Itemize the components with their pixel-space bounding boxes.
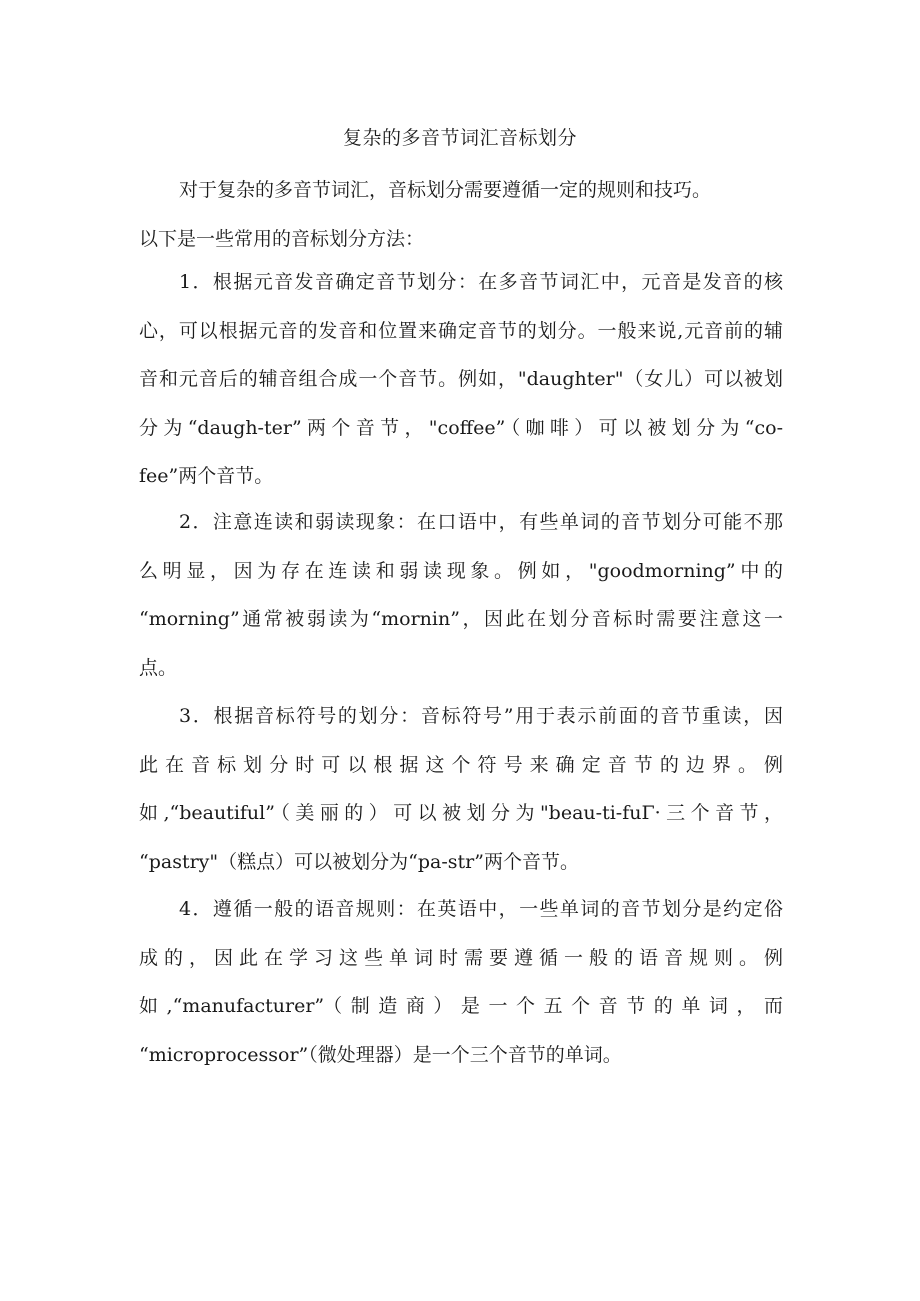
p2-line-4: 点。 bbox=[139, 656, 178, 679]
intro-line-1: 对于复杂的多音节词汇，音标划分需要遵循一定的规则和技巧。 bbox=[179, 179, 712, 201]
p3-line-3: 如,“beautiful”（美丽的）可以被划分为"beau-ti-fuΓ·三个音节， bbox=[139, 802, 783, 824]
p4-line-4: “microprocessor”（微处理器）是一个三个音节的单词。 bbox=[139, 1043, 622, 1066]
p4-line-1: 4．遵循一般的语音规则：在英语中，一些单词的音节划分是约定俗 bbox=[179, 898, 783, 920]
p1-line-3: 音和元音后的辅音组合成一个音节。例如，"daughter"（女儿）可以被划 bbox=[139, 368, 783, 390]
paragraph-3 bbox=[139, 692, 783, 886]
p4-line-3: 如,“manufacturer”（制造商）是一个五个音节的单词，而 bbox=[139, 995, 783, 1017]
p1-line-2: 心，可以根据元音的发音和位置来确定音节的划分。一般来说,元音前的辅 bbox=[139, 319, 783, 342]
p2-line-3: “morning”通常被弱读为“mornin”，因此在划分音标时需要注意这一 bbox=[139, 608, 783, 630]
paragraph-2 bbox=[139, 498, 783, 692]
paragraph-1 bbox=[139, 258, 783, 501]
p3-line-4: “pastry"（糕点）可以被划分为“pa-str”两个音节。 bbox=[139, 850, 579, 873]
p2-line-2: 么明显，因为存在连读和弱读现象。例如，"goodmorning”中的 bbox=[139, 559, 783, 582]
intro-paragraph bbox=[139, 166, 783, 263]
p1-line-1: 1．根据元音发音确定音节划分：在多音节词汇中，元音是发音的核 bbox=[179, 271, 783, 293]
p3-line-2: 此在音标划分时可以根据这个符号来确定音节的边界。例 bbox=[139, 753, 783, 776]
p1-line-4: 分为“daugh-ter”两个音节，"coffee”（咖啡）可以被划分为“co- bbox=[139, 416, 783, 439]
intro-line-2: 以下是一些常用的音标划分方法： bbox=[139, 227, 425, 250]
p4-line-2: 成的，因此在学习这些单词时需要遵循一般的语音规则。例 bbox=[139, 946, 783, 969]
p2-line-1: 2．注意连读和弱读现象：在口语中，有些单词的音节划分可能不那 bbox=[179, 511, 783, 533]
document-title: 复杂的多音节词汇音标划分 bbox=[342, 127, 577, 149]
paragraph-4 bbox=[139, 885, 783, 1079]
p3-line-1: 3．根据音标符号的划分：音标符号”用于表示前面的音节重读，因 bbox=[179, 705, 783, 727]
p1-line-5: fee”两个音节。 bbox=[139, 465, 274, 487]
